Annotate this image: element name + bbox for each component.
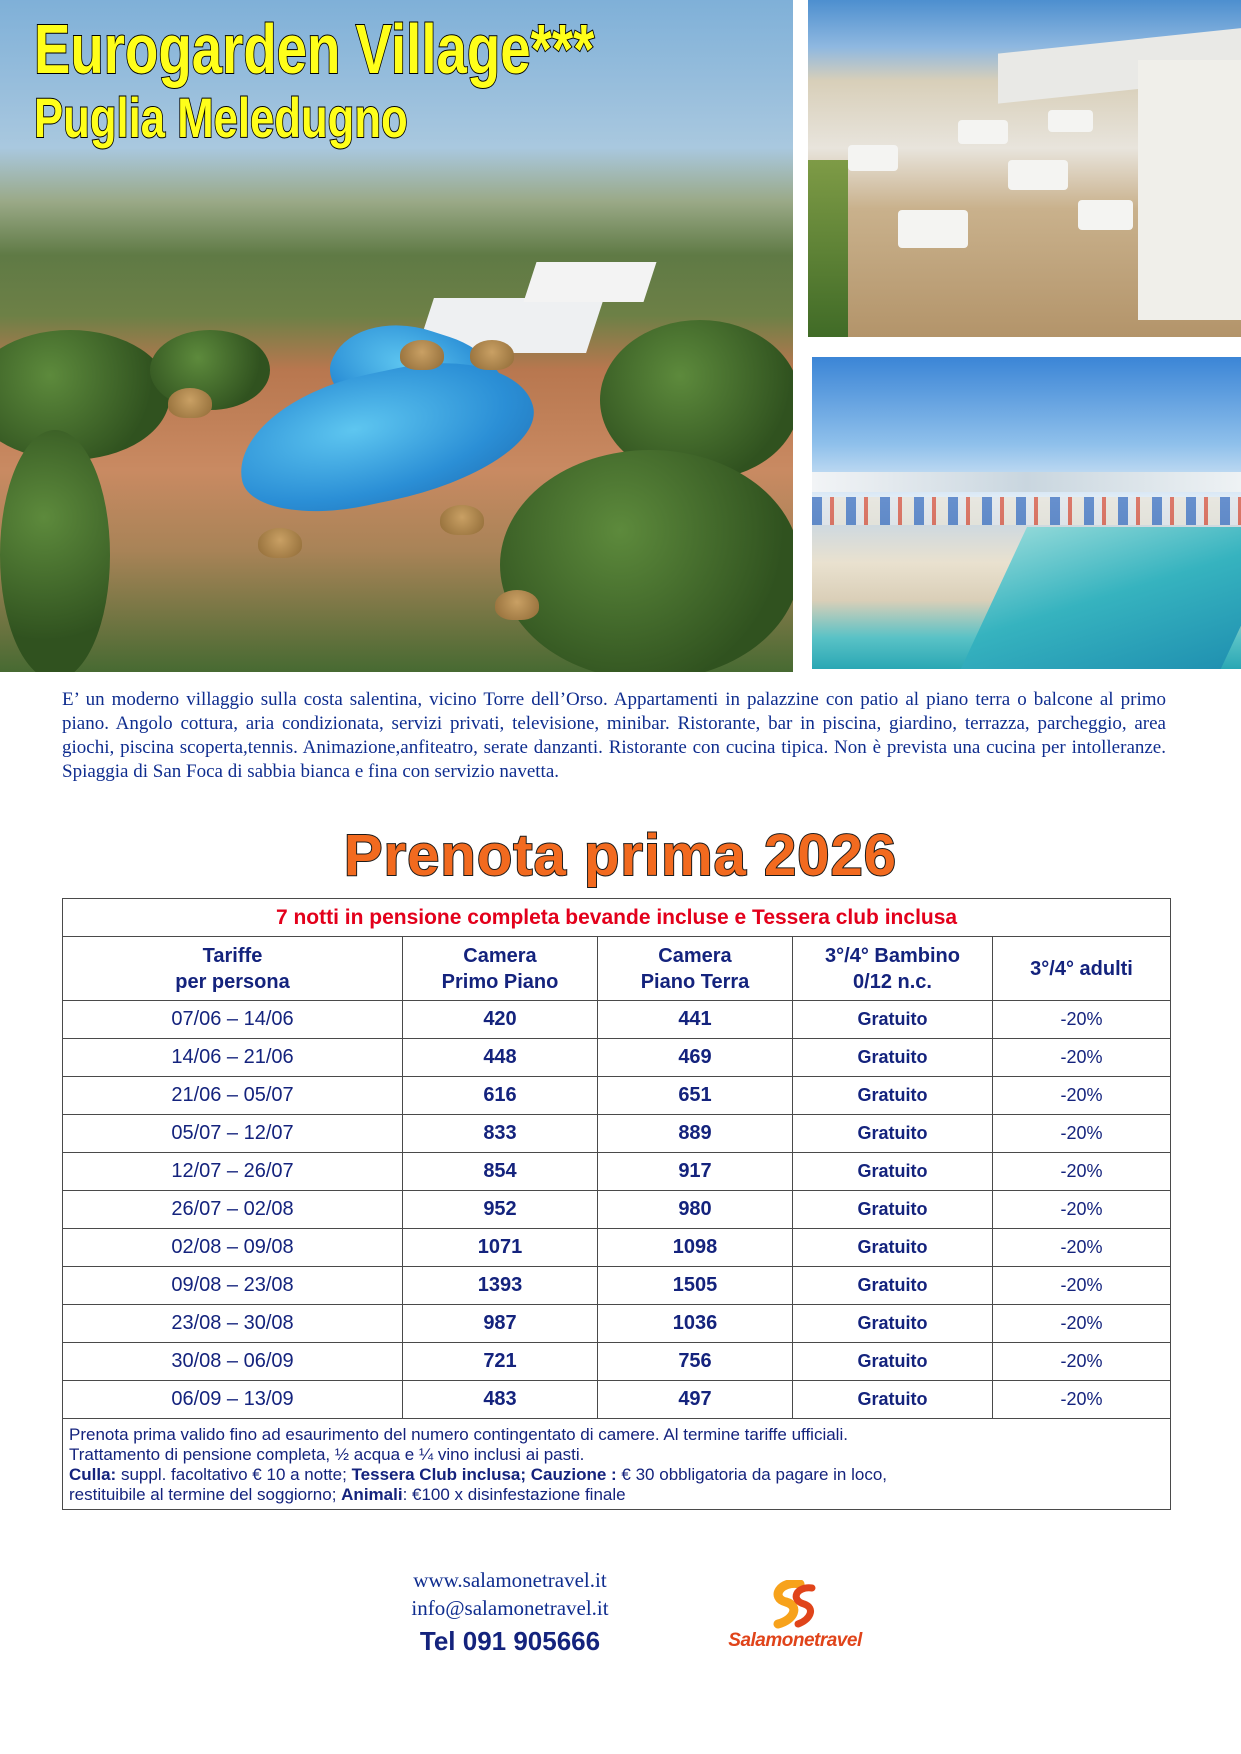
- notes-board: Trattamento di pensione completa, ½ acqua e ¼ vino inclusi ai pasti.: [69, 1445, 585, 1464]
- cell-bambino: Gratuito: [793, 1267, 993, 1305]
- cell-period: 07/06 – 14/06: [63, 1001, 403, 1039]
- table-row: [63, 1381, 1171, 1419]
- column-header-primo-piano: [403, 937, 598, 1001]
- notes-fees: [69, 1465, 1164, 1485]
- cell-period: 05/07 – 12/07: [63, 1115, 403, 1153]
- cell-adulti-discount: -20%: [993, 1267, 1171, 1305]
- cell-piano-terra-price: 1036: [598, 1305, 793, 1343]
- resort-aerial-photo: [0, 0, 793, 672]
- cell-primo-piano-price: 987: [403, 1305, 598, 1343]
- header-line: Piano Terra: [640, 970, 750, 993]
- column-header-piano-terra: [598, 937, 793, 1001]
- cell-adulti-discount: -20%: [993, 1153, 1171, 1191]
- animali-text: : €100 x disinfestazione finale: [402, 1485, 626, 1504]
- promo-heading: Prenota prima 2026: [343, 823, 898, 888]
- cauzione-text: € 30 obbligatoria da pagare in loco,: [616, 1465, 888, 1484]
- cell-piano-terra-price: 980: [598, 1191, 793, 1229]
- table-row: [63, 1191, 1171, 1229]
- cell-bambino: Gratuito: [793, 1115, 993, 1153]
- table-row: [63, 1343, 1171, 1381]
- table-banner-row: [63, 899, 1171, 937]
- cell-piano-terra-price: 469: [598, 1039, 793, 1077]
- cell-primo-piano-price: 448: [403, 1039, 598, 1077]
- cell-bambino: Gratuito: [793, 1343, 993, 1381]
- cell-piano-terra-price: 497: [598, 1381, 793, 1419]
- notes-validity: Prenota prima valido fino ad esaurimento del numero contingentato di camere. Al termine tariffe ufficiali.: [69, 1425, 848, 1444]
- cell-primo-piano-price: 1393: [403, 1267, 598, 1305]
- table-row: [63, 1229, 1171, 1267]
- cell-period: 26/07 – 02/08: [63, 1191, 403, 1229]
- terrace-photo: [808, 0, 1241, 337]
- cell-piano-terra-price: 1505: [598, 1267, 793, 1305]
- cell-primo-piano-price: 833: [403, 1115, 598, 1153]
- cell-primo-piano-price: 616: [403, 1077, 598, 1115]
- cell-piano-terra-price: 917: [598, 1153, 793, 1191]
- tessera-label: Tessera Club inclusa; Cauzione :: [351, 1465, 617, 1484]
- cell-bambino: Gratuito: [793, 1039, 993, 1077]
- culla-label: Culla:: [69, 1465, 117, 1484]
- cell-piano-terra-price: 756: [598, 1343, 793, 1381]
- header-line: 3°/4° Bambino: [825, 944, 960, 967]
- cell-adulti-discount: -20%: [993, 1039, 1171, 1077]
- cell-adulti-discount: -20%: [993, 1001, 1171, 1039]
- table-row: [63, 1115, 1171, 1153]
- cell-adulti-discount: -20%: [993, 1381, 1171, 1419]
- cell-period: 12/07 – 26/07: [63, 1153, 403, 1191]
- phone-number: Tel 091 905666: [419, 1626, 601, 1656]
- resort-title: Eurogarden Village***: [34, 10, 595, 88]
- cell-period: 30/08 – 06/09: [63, 1343, 403, 1381]
- cell-adulti-discount: -20%: [993, 1077, 1171, 1115]
- cell-piano-terra-price: 441: [598, 1001, 793, 1039]
- table-header-row: [63, 937, 1171, 1001]
- cell-primo-piano-price: 483: [403, 1381, 598, 1419]
- brand-wordmark: Salamonetravel: [728, 1630, 862, 1651]
- cell-period: 06/09 – 13/09: [63, 1381, 403, 1419]
- table-notes-row: [63, 1419, 1171, 1510]
- cell-period: 09/08 – 23/08: [63, 1267, 403, 1305]
- email-link[interactable]: info@salamonetravel.it: [411, 1596, 609, 1620]
- cell-piano-terra-price: 1098: [598, 1229, 793, 1267]
- header-line: Primo Piano: [441, 970, 559, 993]
- cell-piano-terra-price: 889: [598, 1115, 793, 1153]
- table-row: [63, 1305, 1171, 1343]
- cell-bambino: Gratuito: [793, 1153, 993, 1191]
- cell-primo-piano-price: 854: [403, 1153, 598, 1191]
- header-line: 3°/4° adulti: [1030, 957, 1133, 980]
- deposit-return-text: restituibile al termine del soggiorno;: [69, 1485, 342, 1504]
- cell-bambino: Gratuito: [793, 1191, 993, 1229]
- cell-period: 21/06 – 05/07: [63, 1077, 403, 1115]
- notes-animals: [69, 1485, 1164, 1505]
- column-header-period: [63, 937, 403, 1001]
- table-row: [63, 1077, 1171, 1115]
- cell-bambino: Gratuito: [793, 1077, 993, 1115]
- cell-bambino: Gratuito: [793, 1229, 993, 1267]
- cell-adulti-discount: -20%: [993, 1115, 1171, 1153]
- salamone-travel-logo: [700, 1580, 890, 1660]
- cell-piano-terra-price: 651: [598, 1077, 793, 1115]
- animali-label: Animali: [341, 1485, 403, 1504]
- website-link[interactable]: www.salamonetravel.it: [413, 1568, 607, 1592]
- table-row: [63, 1267, 1171, 1305]
- logo-mark-icon: [700, 1580, 890, 1630]
- column-header-bambino: [793, 937, 993, 1001]
- culla-text: suppl. facoltativo € 10 a notte;: [116, 1465, 352, 1484]
- header-line: Camera: [658, 944, 732, 967]
- header-line: per persona: [175, 970, 290, 993]
- table-row: [63, 1153, 1171, 1191]
- cell-period: 14/06 – 21/06: [63, 1039, 403, 1077]
- cell-bambino: Gratuito: [793, 1381, 993, 1419]
- table-banner: 7 notti in pensione completa bevande incluse e Tessera club inclusa: [63, 899, 1171, 937]
- cell-period: 02/08 – 09/08: [63, 1229, 403, 1267]
- table-row: [63, 1039, 1171, 1077]
- column-header-adulti: [993, 937, 1171, 1001]
- price-table: [62, 898, 1171, 1510]
- beach-photo: [812, 357, 1241, 669]
- cell-primo-piano-price: 1071: [403, 1229, 598, 1267]
- resort-location: Puglia Meledugno: [34, 86, 408, 149]
- cell-adulti-discount: -20%: [993, 1229, 1171, 1267]
- cell-primo-piano-price: 721: [403, 1343, 598, 1381]
- cell-adulti-discount: -20%: [993, 1305, 1171, 1343]
- cell-primo-piano-price: 420: [403, 1001, 598, 1039]
- header-line: Camera: [463, 944, 537, 967]
- cell-period: 23/08 – 30/08: [63, 1305, 403, 1343]
- cell-bambino: Gratuito: [793, 1001, 993, 1039]
- cell-adulti-discount: -20%: [993, 1343, 1171, 1381]
- cell-adulti-discount: -20%: [993, 1191, 1171, 1229]
- header-line: Tariffe: [202, 944, 263, 967]
- resort-description: E’ un moderno villaggio sulla costa salentina, vicino Torre dell’Orso. Appartamenti in palazzine con patio al piano terra o balcone al primo piano. Angolo cottura, aria condizionata, servizi privati, televisione, minibar. Ristorante, bar in piscina, giardino, terrazza, parcheggio, area giochi, piscina scoperta,tennis. Animazione,anfiteatro, serate danzanti. Ristorante con cucina tipica. Non è prevista una cucina per intolleranze. Spiaggia di San Foca di sabbia bianca e fina con servizio navetta.: [62, 689, 1166, 782]
- cell-primo-piano-price: 952: [403, 1191, 598, 1229]
- table-notes: [63, 1419, 1171, 1510]
- header-line: 0/12 n.c.: [853, 970, 932, 993]
- table-row: [63, 1001, 1171, 1039]
- cell-bambino: Gratuito: [793, 1305, 993, 1343]
